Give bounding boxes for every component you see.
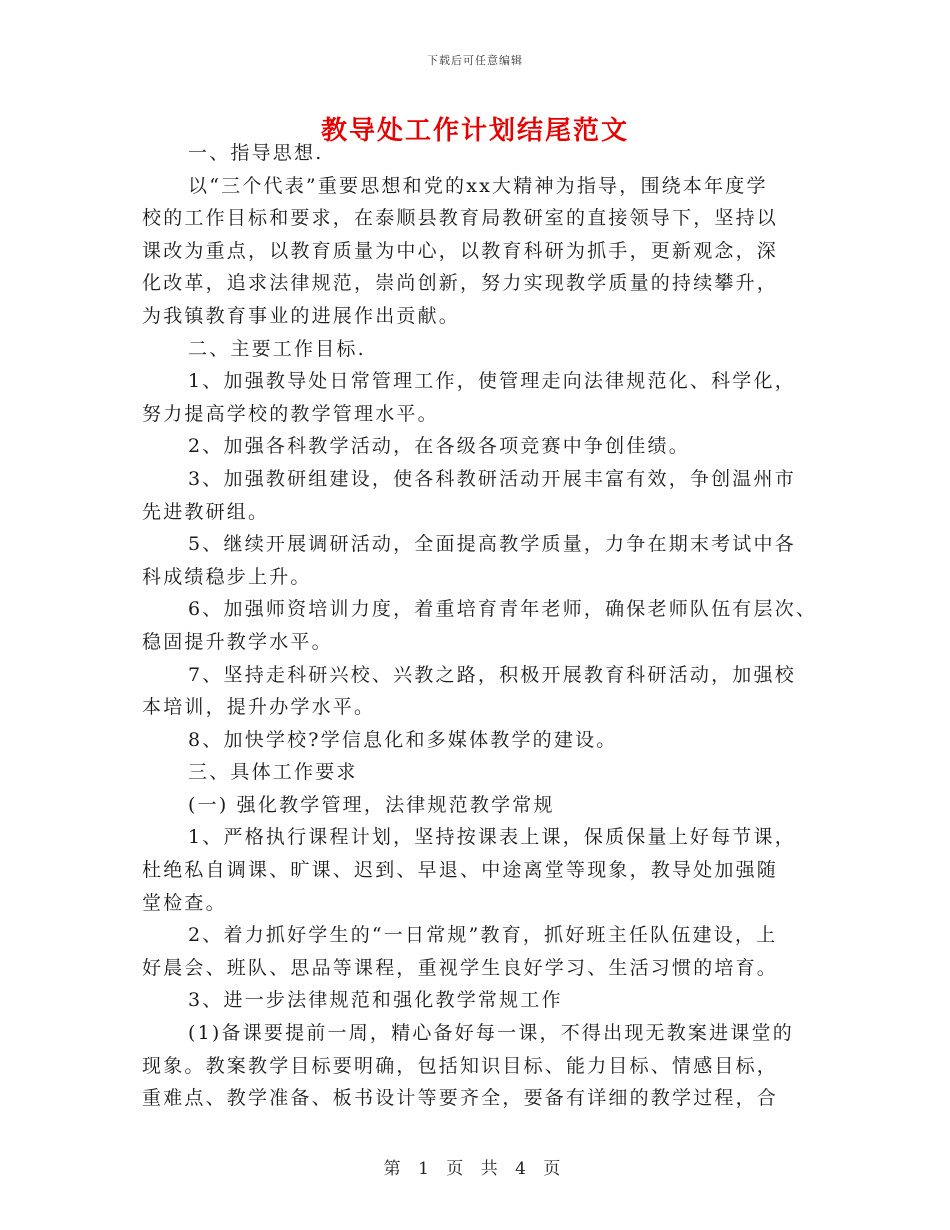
text-line: 校的工作目标和要求，在泰顺县教育局教研室的直接领导下，坚持以 xyxy=(142,207,779,230)
document-title: 教导处工作计划结尾范文 xyxy=(320,116,629,146)
text-line: 稳固提升教学水平。 xyxy=(142,630,333,653)
text-line: 三、具体工作要求 xyxy=(188,761,358,784)
header-note: 下载后可任意编辑 xyxy=(427,54,523,67)
text-line: 一、指导思想. xyxy=(188,142,324,164)
text-line: 本培训，提升办学水平。 xyxy=(142,696,376,719)
text-line: 3、进一步法律规范和强化教学常规工作 xyxy=(188,989,563,1012)
text-line: 课改为重点，以教育质量为中心，以教育科研为抓手，更新观念，深 xyxy=(142,239,779,262)
document-body xyxy=(142,137,822,1115)
text-line: 二、主要工作目标. xyxy=(188,337,366,360)
text-line: 1、加强教导处日常管理工作，使管理走向法律规范化、科学化， xyxy=(188,370,796,393)
text-line: 科成绩稳步上升。 xyxy=(142,565,312,588)
text-line: 好晨会、班队、思品等课程，重视学生良好学习、生活习惯的培育。 xyxy=(142,956,779,979)
text-line: 1、严格执行课程计划，坚持按课表上课，保质保量上好每节课， xyxy=(188,826,796,849)
text-line: 7、坚持走科研兴校、兴教之路，积极开展教育科研活动，加强校 xyxy=(188,663,796,686)
text-line: 重难点、教学准备、板书设计等要齐全，要备有详细的教学过程，合 xyxy=(142,1087,779,1110)
page-number-footer: 第 1 页 共 4 页 xyxy=(383,1159,567,1179)
text-line: 2、着力抓好学生的“一日常规”教育，抓好班主任队伍建设，上 xyxy=(188,924,778,947)
text-line: 先进教研组。 xyxy=(142,500,270,523)
text-line: 现象。教案教学目标要明确，包括知识目标、能力目标、情感目标， xyxy=(142,1054,779,1077)
text-line: (1)备课要提前一周，精心备好每一课，不得出现无教案进课堂的 xyxy=(188,1022,794,1045)
text-line: 化改革，追求法律规范，崇尚创新，努力实现教学质量的持续攀升， xyxy=(142,272,779,295)
text-line: (一) 强化教学管理，法律规范教学常规 xyxy=(188,793,555,816)
text-line: 6、加强师资培训力度，着重培育青年老师，确保老师队伍有层次、 xyxy=(188,598,818,621)
text-line: 杜绝私自调课、旷课、迟到、早退、中途离堂等现象，教导处加强随 xyxy=(142,859,779,882)
text-line: 以“三个代表”重要思想和党的xx大精神为指导，围绕本年度学 xyxy=(188,174,768,197)
text-line: 5、继续开展调研活动，全面提高教学质量，力争在期末考试中各 xyxy=(188,533,796,556)
text-line: 3、加强教研组建设，使各科教研活动开展丰富有效，争创温州市 xyxy=(188,467,796,490)
text-line: 8、加快学校?学信息化和多媒体教学的建设。 xyxy=(188,728,618,751)
text-line: 2、加强各科教学活动，在各级各项竞赛中争创佳绩。 xyxy=(188,435,690,458)
text-line: 努力提高学校的教学管理水平。 xyxy=(142,402,439,425)
text-line: 为我镇教育事业的进展作出贡献。 xyxy=(142,304,461,327)
text-line: 堂检查。 xyxy=(142,891,227,914)
